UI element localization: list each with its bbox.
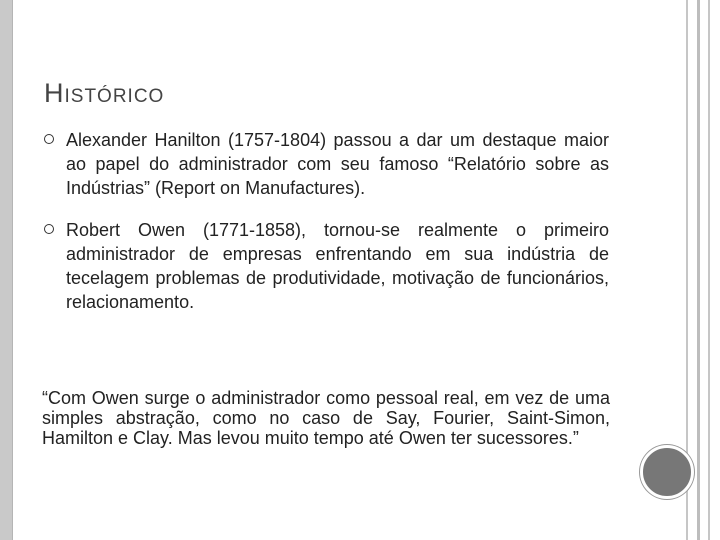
bullet-item bbox=[44, 218, 609, 314]
bullet-item bbox=[44, 128, 609, 200]
quote-paragraph: “Com Owen surge o administrador como pessoal real, em vez de uma simples abstração, como no caso de Say, Fourier, Saint-Simon, Hamilton e Clay. Mas levou muito tempo até Owen ter sucessores.” bbox=[42, 388, 610, 448]
decorative-circle bbox=[640, 445, 694, 499]
circle-bullet-icon bbox=[44, 134, 54, 144]
slide-title bbox=[44, 78, 164, 109]
slide-title-initial: H bbox=[44, 78, 65, 108]
bullet-text: Robert Owen (1771-1858), tornou-se realmente o primeiro administrador de empresas enfrentando em sua indústria de tecelagem problemas de produtividade, motivação de funcionários, relacionamento. bbox=[66, 220, 609, 312]
right-frame-line bbox=[697, 0, 700, 540]
left-frame-bar bbox=[0, 0, 13, 540]
bullet-text: Alexander Hanilton (1757-1804) passou a dar um destaque maior ao papel do administrador com seu famoso “Relatório sobre as Indústrias” (Report on Manufactures). bbox=[66, 130, 609, 198]
bullet-list bbox=[44, 128, 609, 332]
circle-bullet-icon bbox=[44, 224, 54, 234]
slide-title-rest: ISTÓRICO bbox=[64, 86, 165, 107]
right-frame-line bbox=[708, 0, 710, 540]
